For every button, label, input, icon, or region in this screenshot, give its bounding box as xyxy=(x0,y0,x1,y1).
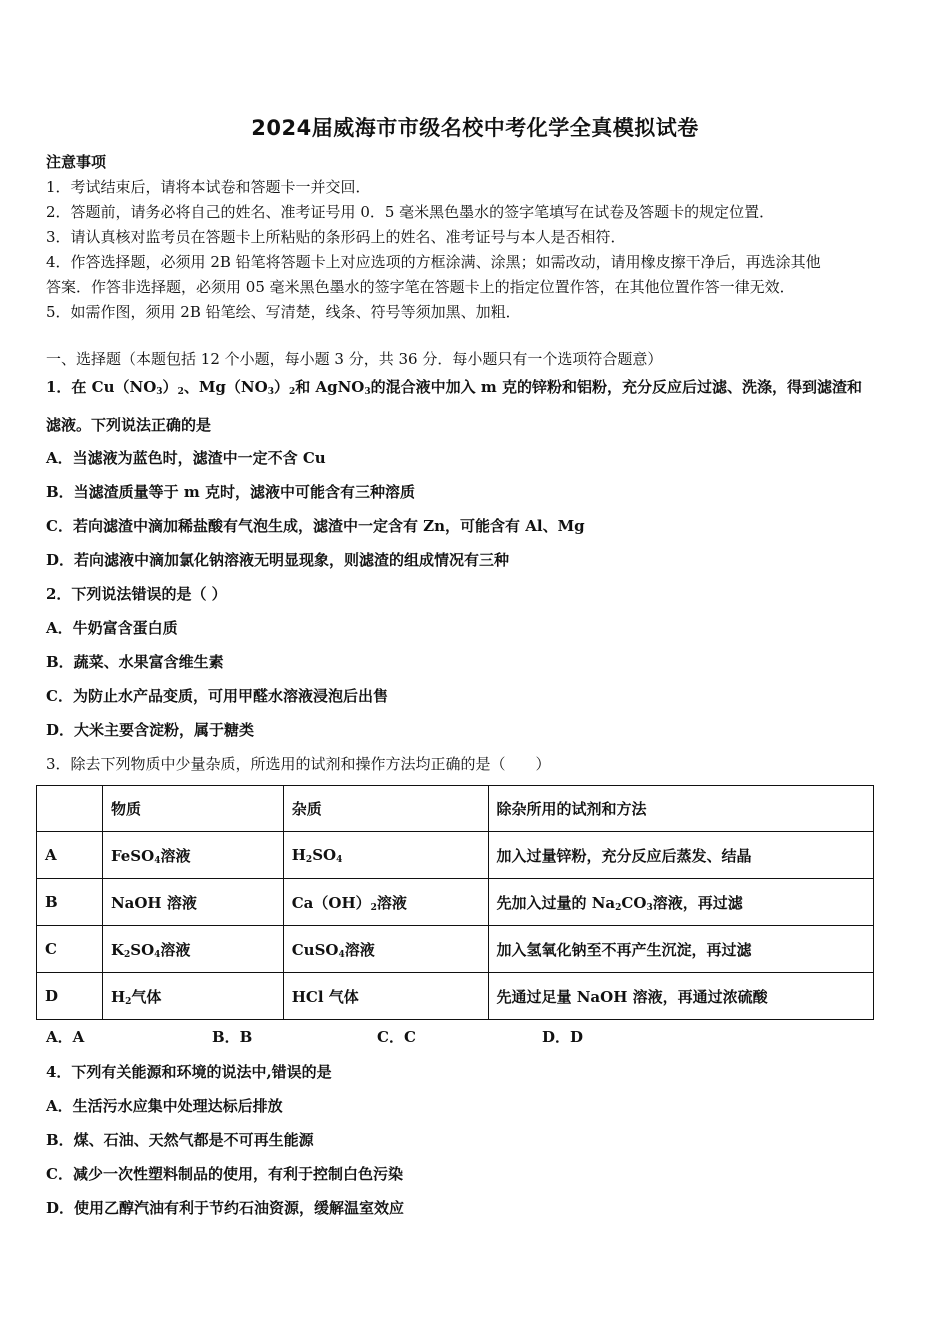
q4-option-c: C．减少一次性塑料制品的使用，有利于控制白色污染 xyxy=(46,1165,403,1183)
impurity-cell: CuSO$_4$溶液 xyxy=(283,926,488,973)
method-cell: 先通过足量 NaOH 溶液，再通过浓硫酸 xyxy=(488,973,874,1020)
q3-table xyxy=(36,785,874,1020)
substance-text: 气体 xyxy=(131,987,162,1006)
method-cell: 加入氢氧化钠至不再产生沉淀，再过滤 xyxy=(488,926,874,973)
substance-cell: $H_2$气体 xyxy=(102,973,283,1020)
q4-option-a: A．生活污水应集中处理达标后排放 xyxy=(46,1097,283,1115)
impurity-text: 溶液 xyxy=(344,940,375,959)
substance-cell: NaOH 溶液 xyxy=(102,879,283,926)
table-header-cell: 物质 xyxy=(102,786,283,832)
row-label: D xyxy=(37,973,103,1020)
table-row xyxy=(37,926,874,973)
table-header-row xyxy=(37,786,874,832)
page-title: 2024届威海市市级名校中考化学全真模拟试卷 xyxy=(251,116,699,140)
note-line: 5．如需作图，须用 2B 铅笔绘、写清楚，线条、符号等须加黑、加粗． xyxy=(46,303,521,321)
q1-option-d: D．若向滤液中滴加氯化钠溶液无明显现象，则滤渣的组成情况有三种 xyxy=(46,551,510,569)
q3-stem: 3．除去下列物质中少量杂质，所选用的试剂和操作方法均正确的是（ ） xyxy=(46,755,551,773)
impurity-cell: HCl 气体 xyxy=(283,973,488,1020)
method-cell: 先加入过量的 $Na_2CO_3$溶液，再过滤 xyxy=(488,879,874,926)
q1-option-a: A．当滤液为蓝色时，滤渣中一定不含 Cu xyxy=(46,449,326,467)
q1-option-c: C．若向滤渣中滴加稀盐酸有气泡生成，滤渣中一定含有 Zn，可能含有 Al、Mg xyxy=(46,517,585,535)
q2-option-b: B．蔬菜、水果富含维生素 xyxy=(46,653,224,671)
row-label: A xyxy=(37,832,103,879)
q3-option-c: C．C xyxy=(377,1028,416,1046)
note-line: 2．答题前，请务必将自己的姓名、准考证号用 0．5 毫米黑色墨水的签字笔填写在试卷及答题卡的规定位置． xyxy=(46,203,775,221)
substance-cell: FeSO$_4$溶液 xyxy=(102,832,283,879)
q3-option-a: A．A xyxy=(46,1028,85,1046)
note-line: 3．请认真核对监考员在答题卡上所粘贴的条形码上的姓名、准考证号与本人是否相符． xyxy=(46,228,626,246)
q2-option-c: C．为防止水产品变质，可用甲醛水溶液浸泡后出售 xyxy=(46,687,388,705)
table-row xyxy=(37,879,874,926)
method-text: 溶液，再过滤 xyxy=(652,893,743,912)
q4-option-b: B．煤、石油、天然气都是不可再生能源 xyxy=(46,1131,314,1149)
q1-stem-line1: 1．在 $Cu(NO_3)_2$、$Mg(NO_3)_2$和 AgNO$_3$的混合液中加入 m 克的锌粉和铝粉，充分反应后过滤、洗涤，得到滤渣和 xyxy=(46,378,862,397)
row-label: B xyxy=(37,879,103,926)
note-line: 1．考试结束后，请将本试卷和答题卡一并交回． xyxy=(46,178,371,196)
notes-heading: 注意事项 xyxy=(46,153,107,171)
substance-cell: $K_2SO_4$溶液 xyxy=(102,926,283,973)
notes-block xyxy=(46,150,908,325)
impurity-cell: $H_2SO_4$ xyxy=(283,832,488,879)
q4-stem: 4．下列有关能源和环境的说法中,错误的是 xyxy=(46,1063,332,1081)
q3-option-b: B．B xyxy=(212,1028,253,1046)
section-heading: 一、选择题（本题包括 12 个小题，每小题 3 分，共 36 分．每小题只有一个选项符合题意） xyxy=(46,350,663,368)
table-header-cell: 除杂所用的试剂和方法 xyxy=(488,786,874,832)
method-text: 先加入过量的 Na xyxy=(496,893,616,912)
q4-option-d: D．使用乙醇汽油有利于节约石油资源，缓解温室效应 xyxy=(46,1199,405,1217)
q2-option-a: A．牛奶富含蛋白质 xyxy=(46,619,178,637)
method-cell: 加入过量锌粉，充分反应后蒸发、结晶 xyxy=(488,832,874,879)
table-header-cell: 杂质 xyxy=(283,786,488,832)
impurity-cell: $Ca(OH)_2$溶液 xyxy=(283,879,488,926)
q2-option-d: D．大米主要含淀粉，属于糖类 xyxy=(46,721,255,739)
q3-option-d: D．D xyxy=(542,1028,584,1046)
q1-option-b: B．当滤渣质量等于 m 克时，滤液中可能含有三种溶质 xyxy=(46,483,415,501)
q1-stem-line2: 滤液。下列说法正确的是 xyxy=(46,416,212,434)
table-header-cell xyxy=(37,786,103,832)
q2-stem: 2．下列说法错误的是（ ） xyxy=(46,585,227,603)
note-line: 4．作答选择题，必须用 2B 铅笔将答题卡上对应选项的方框涂满、涂黑；如需改动，请用橡皮擦干净后，再选涂其他 xyxy=(46,253,821,271)
table-row xyxy=(37,832,874,879)
row-label: C xyxy=(37,926,103,973)
note-line: 答案．作答非选择题，必须用 05 毫米黑色墨水的签字笔在答题卡上的指定位置作答，在其他位置作答一律无效． xyxy=(46,278,795,296)
table-row xyxy=(37,973,874,1020)
